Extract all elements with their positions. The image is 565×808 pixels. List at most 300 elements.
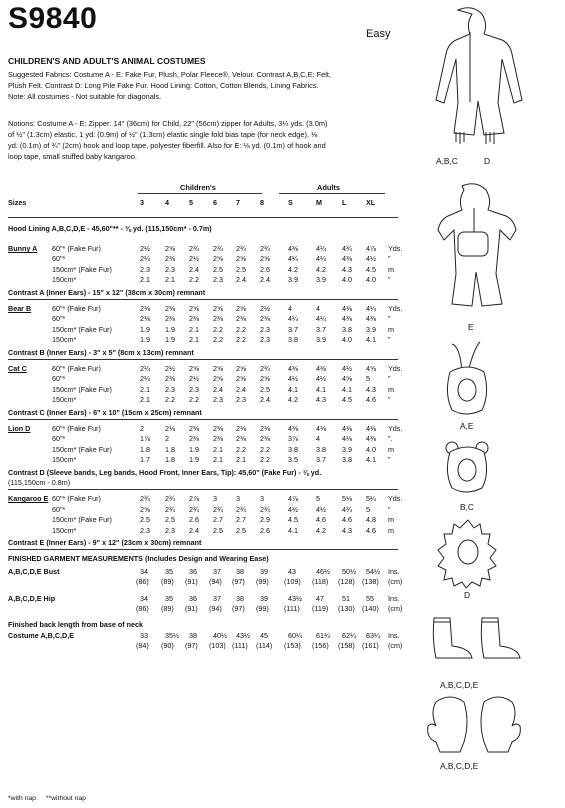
yardage-value: 2⅝ <box>236 374 246 384</box>
yardage-value: 2.1 <box>189 324 199 334</box>
yardage-value: 4.0 <box>342 335 352 345</box>
yardage-value: 2.6 <box>189 515 199 525</box>
fabric-width: 150cm* (Fake Fur) <box>52 384 112 394</box>
yardage-value: 4.1 <box>342 384 352 394</box>
measurement-cm: (99) <box>256 604 269 613</box>
mittens-figure <box>424 694 524 760</box>
notions-line: of ½" (1.3cm) elastic, 1 yd. (0.9m) of ½" (1.3cm) elastic single fold bias tape (for neck edge), ⅛ <box>8 130 318 139</box>
size-label: S <box>288 198 293 207</box>
yardage-value: 2⅜ <box>236 424 246 433</box>
yardage-value: 2.3 <box>165 264 175 274</box>
figure-label: A,B,C <box>436 156 458 166</box>
footnote-with-nap: *with nap <box>8 795 36 802</box>
yardage-value: 2½ <box>260 304 270 313</box>
fabric-width: 150cm* <box>52 525 77 535</box>
yardage-value: 3.9 <box>316 275 326 285</box>
divider <box>8 489 398 490</box>
fabric-width: 150cm* (Fake Fur) <box>52 264 112 274</box>
measurement-cm: (138) <box>362 577 379 587</box>
yardage-value: 2.1 <box>189 335 199 345</box>
yardage-value: 4½ <box>288 504 298 514</box>
measurement-cm: (109) <box>284 577 301 587</box>
yardage-value: 5 <box>366 504 370 514</box>
size-label: 3 <box>140 198 144 207</box>
yardage-value: 4.6 <box>342 515 352 525</box>
measurement-cm: (94) <box>209 577 222 587</box>
footnote-without-nap: **without nap <box>45 795 86 802</box>
yardage-value: 2.3 <box>140 264 150 274</box>
measurement-row <box>0 567 410 577</box>
yardage-value: 4.1 <box>316 384 326 394</box>
unit: Ins. <box>388 593 400 603</box>
finished-title: FINISHED GARMENT MEASUREMENTS (Includes Design and Wearing Ease) <box>8 554 269 564</box>
yardage-value: 4⅜ <box>366 424 376 433</box>
yardage-value: 2¾ <box>213 244 223 253</box>
measurement-cm: (130) <box>338 604 355 613</box>
yardage-value: 4.2 <box>288 264 298 274</box>
divider <box>8 549 398 550</box>
yardage-value: 3.9 <box>342 444 352 454</box>
measurement-inches: 43 <box>288 566 296 576</box>
yardage-value: 4.1 <box>366 335 376 345</box>
unit: Yds. <box>388 494 403 504</box>
yardage-row <box>0 494 410 504</box>
yardage-value: 2.6 <box>260 525 270 535</box>
measurement-row-cm <box>0 577 410 587</box>
yardage-value: 4.0 <box>342 275 352 285</box>
yardage-value: 4¼ <box>316 254 326 264</box>
yardage-row <box>0 325 410 335</box>
yardage-value: 3 <box>260 494 264 504</box>
back-length-inches: 33 <box>140 630 148 640</box>
yardage-value: 2⅜ <box>189 314 199 324</box>
yardage-value: 2⅝ <box>140 504 150 514</box>
size-label: 7 <box>236 198 240 207</box>
unit: (cm) <box>388 641 403 651</box>
yardage-row <box>0 424 410 434</box>
yardage-value: 2¾ <box>236 244 246 253</box>
yardage-value: 2.5 <box>236 525 246 535</box>
yardage-value: 2¾ <box>260 504 270 514</box>
yardage-value: 2.5 <box>260 384 270 394</box>
measurement-cm: (118) <box>312 577 329 587</box>
view-label: Bear B <box>8 304 32 313</box>
yardage-value: 4¾ <box>342 244 352 253</box>
fabric-width: 150cm* (Fake Fur) <box>52 515 112 525</box>
yardage-value: 2¾ <box>140 494 150 504</box>
view-label: Bunny A <box>8 244 38 253</box>
fabric-width: 60"* <box>52 434 66 444</box>
yardage-value: 3.8 <box>342 455 352 465</box>
yardage-row <box>0 275 410 285</box>
measurement-label: A,B,C,D,E Hip <box>8 593 56 603</box>
unit: " <box>388 395 391 405</box>
yardage-value: 2⅝ <box>165 244 175 253</box>
unit: m <box>388 384 394 394</box>
contrast-note: Contrast B (Inner Ears) - 3" x 5" (8cm x 13cm) remnant <box>8 347 194 357</box>
yardage-value: 2⅝ <box>260 374 270 384</box>
adults-header: Adults <box>317 183 340 192</box>
figure-label: E <box>468 322 474 332</box>
yardage-value: 2.4 <box>236 384 246 394</box>
divider <box>8 217 398 218</box>
view-label: Kangaroo E <box>8 494 49 504</box>
back-length-cm: (90) <box>161 641 174 651</box>
yardage-value: 4.0 <box>366 444 376 454</box>
yardage-value: 2.3 <box>140 525 150 535</box>
measurement-cm: (140) <box>362 604 379 613</box>
measurement-inches: 36 <box>189 566 197 576</box>
yardage-row <box>0 265 410 275</box>
yardage-value: 4⅛ <box>342 434 352 444</box>
yardage-value: 2⅝ <box>213 254 223 264</box>
measurement-inches: 39 <box>260 593 268 603</box>
yardage-value: 2.1 <box>213 455 223 465</box>
divider <box>8 299 398 300</box>
yardage-value: 1.9 <box>140 335 150 345</box>
yardage-row <box>0 455 410 465</box>
yardage-value: 2⅝ <box>260 254 270 264</box>
unit: (cm) <box>388 577 403 587</box>
yardage-value: 2⅜ <box>165 254 175 264</box>
yardage-value: 2.2 <box>260 455 270 465</box>
yardage-value: 2.2 <box>236 335 246 345</box>
yardage-value: 2.3 <box>260 335 270 345</box>
size-label: 5 <box>189 198 193 207</box>
unit: ". <box>388 434 393 444</box>
unit: Ins. <box>388 630 400 640</box>
measurement-inches: 54½ <box>366 566 380 576</box>
yardage-value: 2⅜ <box>236 434 246 444</box>
yardage-value: 2.4 <box>213 384 223 394</box>
yardage-value: 2¼ <box>140 254 150 264</box>
size-label: L <box>342 198 347 207</box>
yardage-value: 1.9 <box>140 324 150 334</box>
contrast-note: Contrast A (Inner Ears) - 15" x 12" (38cm x 30cm) remnant <box>8 287 206 297</box>
back-length-row <box>0 631 410 641</box>
sizes-row <box>0 198 400 208</box>
yardage-value: 4⅜ <box>316 424 326 433</box>
yardage-value: 2⅝ <box>236 364 246 373</box>
fabric-width: 150cm* (Fake Fur) <box>52 444 112 454</box>
yardage-value: 2⅜ <box>165 314 175 324</box>
yardage-value: 4¼ <box>288 314 298 324</box>
unit: " <box>388 335 391 345</box>
yardage-value: 4⅜ <box>342 254 352 264</box>
yardage-value: 2¼ <box>140 364 150 373</box>
divider <box>8 419 398 420</box>
yardage-value: 4⅜ <box>288 424 298 433</box>
footnote <box>8 795 86 802</box>
difficulty-level: Easy <box>366 28 391 40</box>
fabric-width: 150cm* (Fake Fur) <box>52 324 112 334</box>
yardage-value: 5 <box>366 374 370 384</box>
measurement-row <box>0 594 410 604</box>
yardage-row <box>0 434 410 444</box>
figure-label: D <box>484 156 491 166</box>
yardage-value: 4¼ <box>316 244 326 253</box>
yardage-value: 2.4 <box>260 275 270 285</box>
yardage-value: 2⅝ <box>213 374 223 384</box>
yardage-value: 5 <box>316 494 320 504</box>
unit: " <box>388 254 391 264</box>
unit: Yds. <box>388 304 403 313</box>
size-label: 8 <box>260 198 264 207</box>
yardage-value: 4⅞ <box>288 494 298 504</box>
yardage-value: 1.8 <box>165 455 175 465</box>
yardage-value: 2¾ <box>189 504 199 514</box>
back-length-inches: 35½ <box>165 630 179 640</box>
yardage-value: 2½ <box>189 374 199 384</box>
yardage-value: 2⅜ <box>213 434 223 444</box>
yardage-row <box>0 314 410 324</box>
yardage-value: 4½ <box>342 364 352 373</box>
yardage-value: 5⅛ <box>342 494 352 504</box>
divider <box>8 359 398 360</box>
yardage-value: 2.4 <box>189 264 199 274</box>
yardage-value: 1.8 <box>140 444 150 454</box>
yardage-value: 1.8 <box>165 444 175 454</box>
children-underline <box>138 193 262 194</box>
yardage-value: 2.1 <box>140 395 150 405</box>
measurement-inches: 36 <box>189 593 197 603</box>
fabric-width: 150cm* <box>52 275 77 285</box>
view-label: Lion D <box>8 424 31 433</box>
yardage-value: 2.1 <box>140 275 150 285</box>
yardage-value: 2⅜ <box>236 314 246 324</box>
yardage-value: 3.9 <box>366 324 376 334</box>
yardage-value: 2⅝ <box>213 364 223 373</box>
back-length-title: Finished back length from base of neck <box>8 620 143 630</box>
measurement-inches: 35 <box>165 593 173 603</box>
back-length-cm: (84) <box>136 641 149 651</box>
yardage-value: 2.4 <box>189 525 199 535</box>
fabric-width: 150cm* <box>52 395 77 405</box>
yardage-value: 2½ <box>165 364 175 373</box>
yardage-value: 4 <box>316 434 320 444</box>
back-length-cm: (97) <box>185 641 198 651</box>
yardage-value: 3.7 <box>316 455 326 465</box>
measurement-cm: (91) <box>185 604 198 613</box>
yardage-value: 2.1 <box>236 455 246 465</box>
yardage-value: 2¾ <box>260 244 270 253</box>
yardage-value: 4¼ <box>316 314 326 324</box>
yardage-value: 1.7 <box>140 455 150 465</box>
yardage-value: 4.1 <box>288 384 298 394</box>
yardage-value: 4⅜ <box>366 314 376 324</box>
yardage-row <box>0 385 410 395</box>
yardage-value: 2⅝ <box>236 304 246 313</box>
measurement-cm: (91) <box>185 577 198 587</box>
yardage-value: 4.5 <box>288 515 298 525</box>
yardage-value: 3.8 <box>288 444 298 454</box>
yardage-row <box>0 364 410 374</box>
size-label: 6 <box>213 198 217 207</box>
jumpsuit-e-figure <box>418 180 518 325</box>
yardage-value: 3 <box>236 494 240 504</box>
yardage-value: 4.2 <box>288 395 298 405</box>
yardage-row <box>0 304 410 314</box>
yardage-value: 2⅝ <box>236 254 246 264</box>
fabrics-note: Note: All costumes - Not suitable for diagonals. <box>8 92 162 101</box>
yardage-value: 2.3 <box>213 275 223 285</box>
contrast-note: Contrast C (Inner Ears) - 6" x 10" (15cm x 25cm) remnant <box>8 407 202 417</box>
yardage-value: 2.1 <box>213 444 223 454</box>
yardage-value: 3.8 <box>288 335 298 345</box>
jumpsuit-abc-figure <box>418 4 508 154</box>
yardage-value: 2.2 <box>236 444 246 454</box>
yardage-value: 2.9 <box>260 515 270 525</box>
yardage-value: 2.2 <box>189 275 199 285</box>
yardage-value: 2.3 <box>236 395 246 405</box>
yardage-value: 2.2 <box>260 444 270 454</box>
back-length-cm: (111) <box>232 641 248 651</box>
yardage-value: 4⅜ <box>366 434 376 444</box>
yardage-value: 4⅜ <box>342 304 352 313</box>
yardage-value: 2⅜ <box>260 314 270 324</box>
yardage-value: 4.3 <box>342 264 352 274</box>
measurement-row-cm <box>0 604 410 614</box>
back-length-inches: 61¼ <box>316 630 330 640</box>
yardage-value: 4.1 <box>288 525 298 535</box>
yardage-value: 2⅝ <box>189 304 199 313</box>
yardage-value: 4¾ <box>342 504 352 514</box>
yardage-value: 2.2 <box>165 395 175 405</box>
unit: " <box>388 374 391 384</box>
yardage-value: 2.2 <box>213 335 223 345</box>
yardage-value: 2.3 <box>260 324 270 334</box>
hood-lining: Hood Lining A,B,C,D,E - 45,60"** - ⅜ yd. (115,150cm* - 0.7m) <box>8 224 212 233</box>
yardage-value: 4.3 <box>316 395 326 405</box>
yardage-row <box>0 505 410 515</box>
unit: " <box>388 504 391 514</box>
measurement-label: A,B,C,D,E Bust <box>8 566 60 576</box>
back-length-label: Costume A,B,C,D,E <box>8 630 75 640</box>
yardage-value: 2.5 <box>140 515 150 525</box>
yardage-value: 4⅜ <box>316 364 326 373</box>
yardage-value: 2⅜ <box>213 424 223 433</box>
yardage-value: 4.6 <box>366 525 376 535</box>
fabric-width: 60"* (Fake Fur) <box>52 494 101 504</box>
yardage-value: 2.5 <box>213 525 223 535</box>
yardage-value: 2.4 <box>236 275 246 285</box>
yardage-value: 2.3 <box>165 384 175 394</box>
fabrics-line: Plush Felt. Contrast D: Long Pile Fake Fur. Hood Lining: Cotton, Cotton Blends, Lining Fabrics. <box>8 81 319 90</box>
back-length-cm: (153) <box>284 641 301 651</box>
yardage-value: 2½ <box>140 244 150 253</box>
measurement-cm: (97) <box>232 604 245 613</box>
yardage-value: 2⅛ <box>140 314 150 324</box>
back-length-inches: 40½ <box>213 630 227 640</box>
sizes-label: Sizes <box>8 198 27 207</box>
measurement-cm: (99) <box>256 577 269 587</box>
figure-label: D <box>464 590 471 600</box>
fabric-width: 150cm* <box>52 455 77 465</box>
size-label: 4 <box>165 198 169 207</box>
measurement-inches: 35 <box>165 566 173 576</box>
yardage-value: 2.1 <box>140 384 150 394</box>
yardage-value: 4⅜ <box>288 364 298 373</box>
yardage-value: 2.7 <box>213 515 223 525</box>
back-length-cm: (114) <box>256 641 273 651</box>
measurement-inches: 39 <box>260 566 268 576</box>
yardage-value: 4½ <box>316 504 326 514</box>
unit: (cm) <box>388 604 403 613</box>
contrast-note: Contrast D (Sleeve bands, Leg bands, Hood Front, Inner Ears, Tip): 45,60" (Fake Fur) - ⅛ yd. <box>8 467 322 477</box>
notions <box>8 118 327 162</box>
measurement-inches: 50½ <box>342 566 356 576</box>
yardage-value: 2⅝ <box>189 364 199 373</box>
yardage-value: 2⅝ <box>213 304 223 313</box>
view-label: Cat C <box>8 364 27 373</box>
yardage-value: 2.2 <box>236 324 246 334</box>
yardage-value: 4⅜ <box>288 244 298 253</box>
yardage-value: 1.9 <box>189 455 199 465</box>
yardage-value: 2⅞ <box>189 494 199 504</box>
yardage-value: 2.6 <box>260 264 270 274</box>
fabrics-line: Suggested Fabrics: Costume A - E: Fake Fur, Plush, Polar Fleece®, Velour. Contrast A,B,C,E: Felt, <box>8 70 331 79</box>
yardage-value: 2¾ <box>189 244 199 253</box>
yardage-value: 2.2 <box>189 395 199 405</box>
notions-line: Notions: Costume A - E: Zipper: 14" (36cm) for Child, 22" (56cm) zipper for Adults, 3¼ yds. (3.0m) <box>8 119 328 128</box>
figure-label: A,E <box>460 421 474 431</box>
unit: m <box>388 264 394 274</box>
yardage-value: 4.6 <box>366 395 376 405</box>
suggested-fabrics <box>8 69 331 102</box>
yardage-value: 2.1 <box>165 275 175 285</box>
yardage-value: 3.5 <box>288 455 298 465</box>
figure-label: A,B,C,D,E <box>440 680 479 690</box>
unit: " <box>388 314 391 324</box>
measurement-inches: 51 <box>342 593 350 603</box>
yardage-value: 2¾ <box>165 504 175 514</box>
yardage-value: 2¾ <box>260 364 270 373</box>
yardage-value: 2⅜ <box>213 314 223 324</box>
yardage-row <box>0 445 410 455</box>
yardage-value: 2¾ <box>236 504 246 514</box>
yardage-value: 2⅜ <box>165 304 175 313</box>
fabric-width: 60"* <box>52 374 66 384</box>
measurement-cm: (86) <box>136 604 149 613</box>
yardage-value: 2 <box>140 424 144 433</box>
yardage-value: 4.8 <box>366 515 376 525</box>
measurement-inches: 55 <box>366 593 374 603</box>
yardage-value: 1.9 <box>165 335 175 345</box>
pattern-number: S9840 <box>8 2 98 35</box>
back-length-inches: 45 <box>260 630 268 640</box>
yardage-value: 4 <box>316 304 320 313</box>
yardage-value: 2.3 <box>189 384 199 394</box>
contrast-note: (115,150cm - 0.8m) <box>8 478 71 487</box>
yardage-value: 4⅜ <box>342 314 352 324</box>
back-length-cm: (158) <box>338 641 355 651</box>
yardage-value: 2¾ <box>165 494 175 504</box>
size-label: M <box>316 198 322 207</box>
back-length-inches: 63¼ <box>366 630 380 640</box>
notions-line: loop tape, small stuffed baby kangaroo. <box>8 152 137 161</box>
yardage-value: 3.8 <box>316 444 326 454</box>
unit: Yds. <box>388 244 403 253</box>
yardage-value: 2¾ <box>213 504 223 514</box>
measurement-cm: (86) <box>136 577 149 587</box>
yardage-value: 1⅞ <box>140 434 150 444</box>
measurement-inches: 38 <box>236 566 244 576</box>
yardage-row <box>0 395 410 405</box>
yardage-value: 2.3 <box>165 525 175 535</box>
measurement-cm: (89) <box>161 604 174 613</box>
yardage-value: 4½ <box>316 374 326 384</box>
yardage-value: 4.5 <box>342 395 352 405</box>
